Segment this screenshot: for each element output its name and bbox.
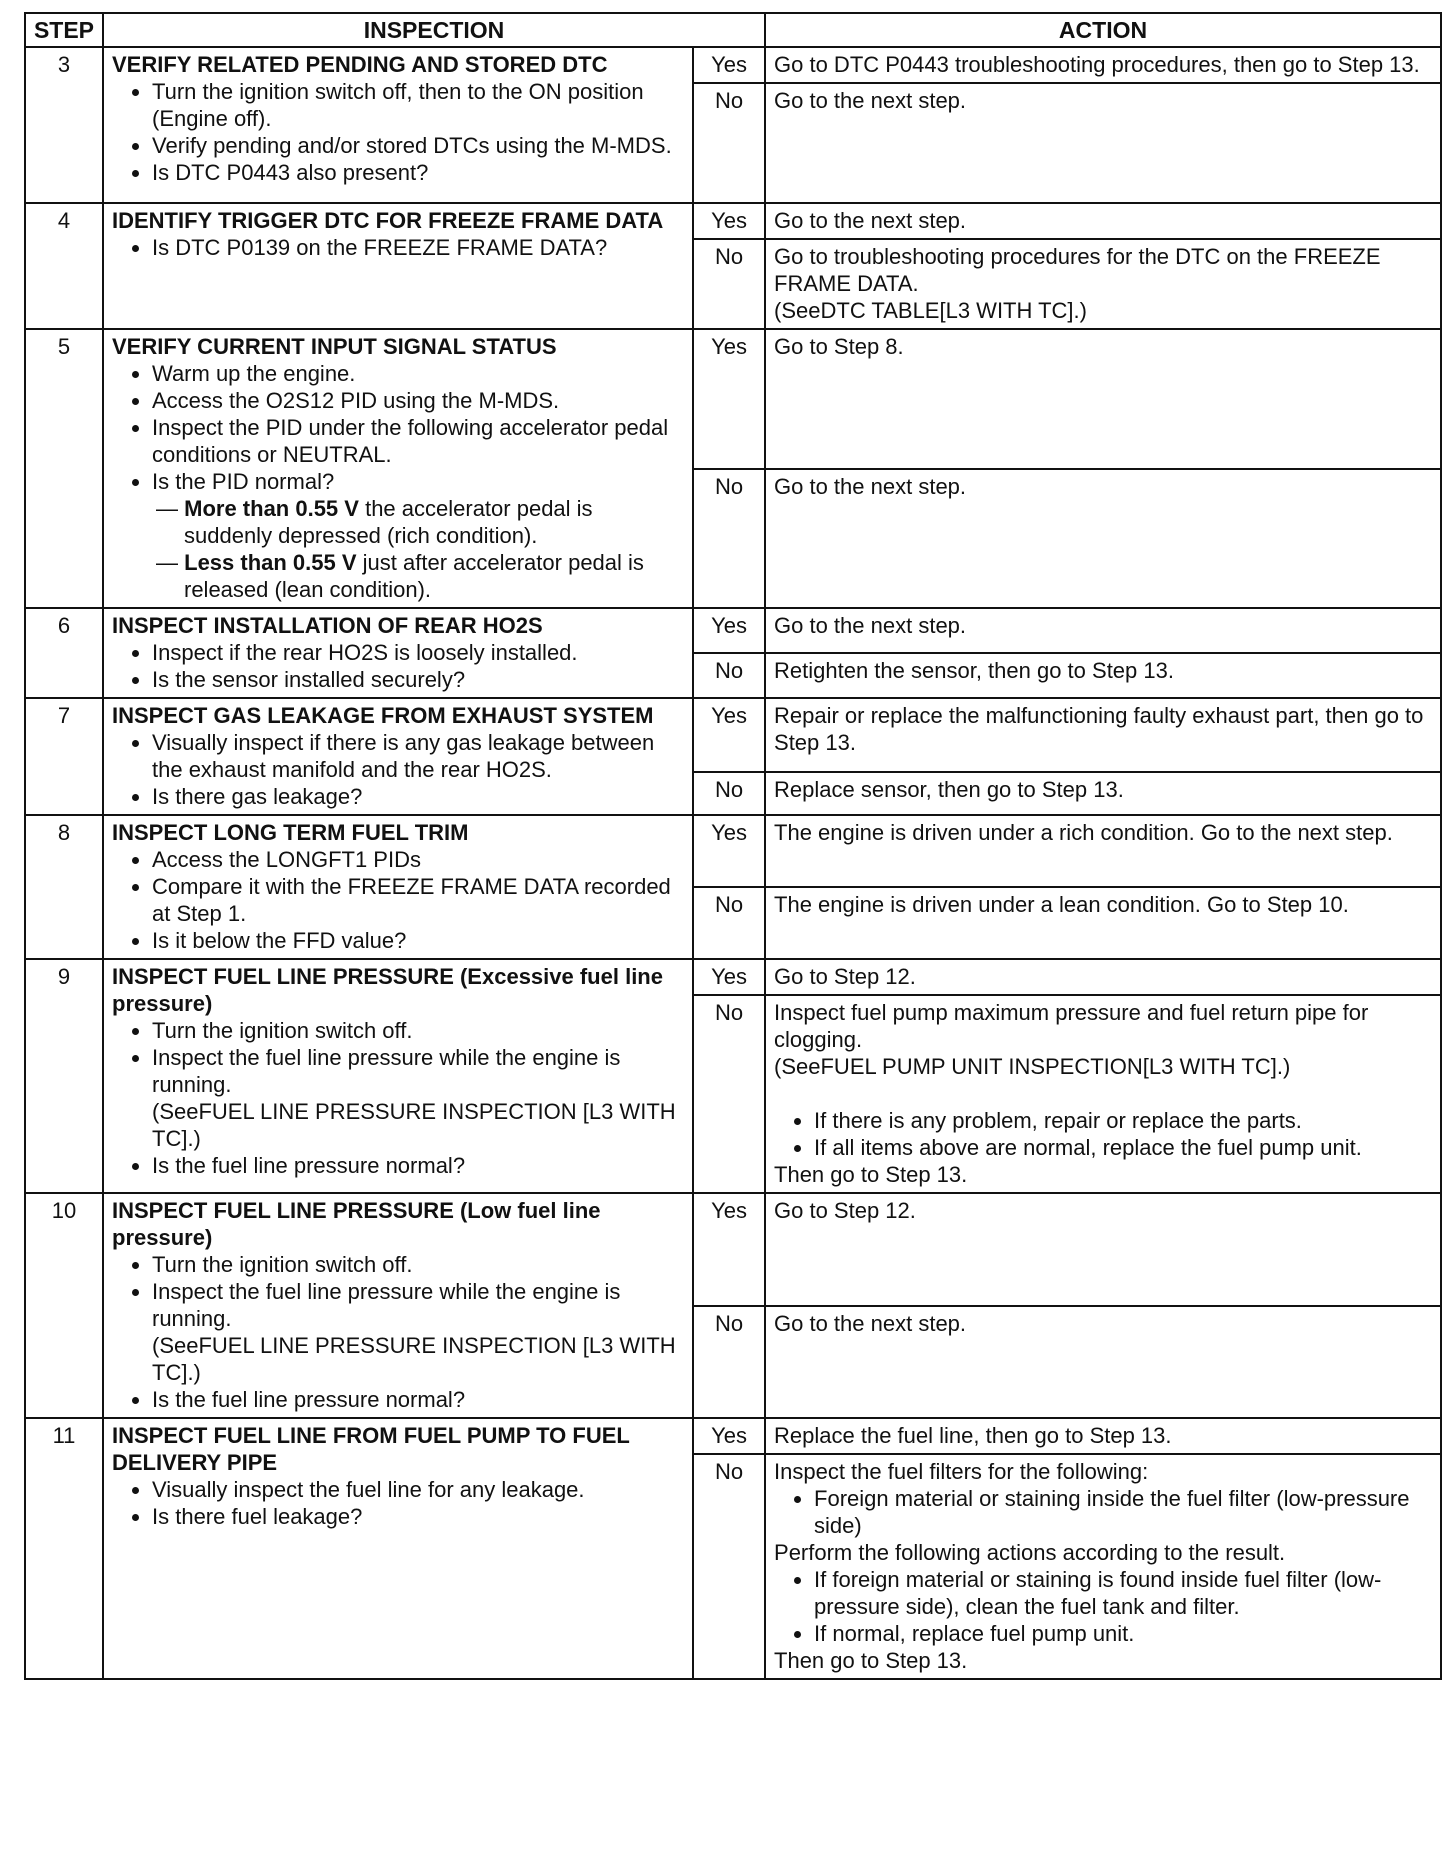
- list-item: • If normal, replace fuel pump unit.: [814, 1620, 1432, 1647]
- inspection-title: VERIFY RELATED PENDING AND STORED DTC: [112, 52, 608, 77]
- action-list: [774, 1107, 1432, 1161]
- inspection-list: [112, 1251, 684, 1413]
- no-label: No: [693, 1454, 765, 1679]
- no-action: The engine is driven under a lean condition. Go to Step 10.: [765, 887, 1441, 959]
- yes-label: Yes: [693, 815, 765, 887]
- inspection-title: INSPECT INSTALLATION OF REAR HO2S: [112, 613, 543, 638]
- step-number: 6: [25, 608, 103, 698]
- condition-text: the accelerator pedal is suddenly depressed (rich condition).: [184, 496, 593, 548]
- list-item: [152, 1044, 684, 1152]
- step-number: 3: [25, 47, 103, 203]
- yes-action: Go to DTC P0443 troubleshooting procedures, then go to Step 13.: [765, 47, 1441, 83]
- list-item: • If there is any problem, repair or replace the parts.: [814, 1107, 1432, 1134]
- no-label: No: [693, 83, 765, 203]
- yes-action: Repair or replace the malfunctioning faulty exhaust part, then go to Step 13.: [765, 698, 1441, 772]
- yes-action: Go to the next step.: [765, 203, 1441, 239]
- list-item: • Access the O2S12 PID using the M-MDS.: [152, 387, 684, 414]
- inspection-cell: [103, 1193, 693, 1418]
- action-text: Go to troubleshooting procedures for the DTC on the FREEZE FRAME DATA.: [774, 244, 1381, 296]
- list-item-text: Inspect the fuel line pressure while the engine is running.: [152, 1045, 621, 1097]
- yes-action: Go to Step 12.: [765, 959, 1441, 995]
- action-tail: Then go to Step 13.: [774, 1648, 968, 1673]
- condition-item: — Less than 0.55 V just after accelerator pedal is released (lean condition).: [156, 550, 644, 602]
- step-number: 4: [25, 203, 103, 329]
- no-label: No: [693, 1306, 765, 1419]
- list-item: • Is there fuel leakage?: [152, 1503, 684, 1530]
- action-tail: Then go to Step 13.: [774, 1162, 968, 1187]
- inspection-cell: [103, 47, 693, 203]
- no-action: Go to the next step.: [765, 469, 1441, 609]
- table-row: [25, 47, 1441, 83]
- no-label: No: [693, 772, 765, 815]
- table-row: [25, 1418, 1441, 1454]
- condition-item: — More than 0.55 V the accelerator pedal is suddenly depressed (rich condition).: [156, 496, 593, 548]
- header-inspection: INSPECTION: [103, 13, 765, 47]
- step-number: 10: [25, 1193, 103, 1418]
- header-row: [25, 13, 1441, 47]
- yes-label: Yes: [693, 698, 765, 772]
- list-item: • Visually inspect the fuel line for any leakage.: [152, 1476, 684, 1503]
- yes-action: Go to the next step.: [765, 608, 1441, 653]
- inspection-reference: (SeeFUEL LINE PRESSURE INSPECTION [L3 WITH TC].): [152, 1099, 676, 1151]
- action-list: [774, 1566, 1432, 1647]
- list-item: [152, 468, 684, 603]
- inspection-cell: [103, 329, 693, 608]
- list-item: • If all items above are normal, replace the fuel pump unit.: [814, 1134, 1432, 1161]
- inspection-cell: [103, 959, 693, 1193]
- list-item: • Is the fuel line pressure normal?: [152, 1386, 684, 1413]
- step-number: 5: [25, 329, 103, 608]
- list-item: • Turn the ignition switch off.: [152, 1251, 684, 1278]
- list-item: [152, 1278, 684, 1386]
- yes-action: The engine is driven under a rich condition. Go to the next step.: [765, 815, 1441, 887]
- yes-action: Go to Step 12.: [765, 1193, 1441, 1306]
- list-item: • Is the sensor installed securely?: [152, 666, 684, 693]
- yes-label: Yes: [693, 203, 765, 239]
- list-item: • Foreign material or staining inside the fuel filter (low-pressure side): [814, 1485, 1432, 1539]
- inspection-list: [112, 639, 684, 693]
- action-reference: (SeeDTC TABLE[L3 WITH TC].): [774, 298, 1087, 323]
- action-list: [774, 1485, 1432, 1539]
- header-step: STEP: [25, 13, 103, 47]
- inspection-cell: [103, 608, 693, 698]
- inspection-list: [112, 1017, 684, 1179]
- list-item: • Turn the ignition switch off.: [152, 1017, 684, 1044]
- no-action: Go to the next step.: [765, 1306, 1441, 1419]
- yes-label: Yes: [693, 959, 765, 995]
- table-row: [25, 959, 1441, 995]
- inspection-cell: [103, 203, 693, 329]
- no-label: No: [693, 887, 765, 959]
- inspection-title: IDENTIFY TRIGGER DTC FOR FREEZE FRAME DATA: [112, 208, 664, 233]
- list-item: • Is DTC P0139 on the FREEZE FRAME DATA?: [152, 234, 684, 261]
- yes-label: Yes: [693, 1418, 765, 1454]
- no-action: Replace sensor, then go to Step 13.: [765, 772, 1441, 815]
- no-action: [765, 995, 1441, 1193]
- no-label: No: [693, 995, 765, 1193]
- list-item: • Turn the ignition switch off, then to the ON position (Engine off).: [152, 78, 684, 132]
- action-reference: (SeeFUEL PUMP UNIT INSPECTION[L3 WITH TC].): [774, 1054, 1291, 1079]
- yes-label: Yes: [693, 329, 765, 469]
- step-number: 8: [25, 815, 103, 959]
- condition-value: More than 0.55 V: [184, 496, 359, 521]
- list-item: • Is it below the FFD value?: [152, 927, 684, 954]
- no-label: No: [693, 469, 765, 609]
- table-row: [25, 815, 1441, 887]
- inspection-title: INSPECT FUEL LINE PRESSURE (Low fuel line pressure): [112, 1198, 601, 1250]
- header-action: ACTION: [765, 13, 1441, 47]
- table-row: [25, 329, 1441, 469]
- inspection-title: INSPECT GAS LEAKAGE FROM EXHAUST SYSTEM: [112, 703, 654, 728]
- yes-action: Replace the fuel line, then go to Step 13.: [765, 1418, 1441, 1454]
- inspection-title: INSPECT FUEL LINE FROM FUEL PUMP TO FUEL DELIVERY PIPE: [112, 1423, 630, 1475]
- table-row: [25, 203, 1441, 239]
- list-item: • Visually inspect if there is any gas leakage between the exhaust manifold and the rear HO2S.: [152, 729, 684, 783]
- inspection-cell: [103, 1418, 693, 1679]
- no-action: [765, 239, 1441, 329]
- no-label: No: [693, 653, 765, 698]
- inspection-reference: (SeeFUEL LINE PRESSURE INSPECTION [L3 WITH TC].): [152, 1333, 676, 1385]
- list-item: • Inspect the PID under the following accelerator pedal conditions or NEUTRAL.: [152, 414, 684, 468]
- table-row: [25, 608, 1441, 653]
- inspection-list: [112, 360, 684, 603]
- inspection-list: [112, 234, 684, 261]
- inspection-cell: [103, 698, 693, 815]
- no-action: Retighten the sensor, then go to Step 13.: [765, 653, 1441, 698]
- yes-action: Go to Step 8.: [765, 329, 1441, 469]
- list-item-text: Inspect the fuel line pressure while the engine is running.: [152, 1279, 621, 1331]
- troubleshooting-table: [24, 12, 1442, 1680]
- no-action: Go to the next step.: [765, 83, 1441, 203]
- list-item: • Is there gas leakage?: [152, 783, 684, 810]
- list-item: • Inspect if the rear HO2S is loosely installed.: [152, 639, 684, 666]
- list-item: • Warm up the engine.: [152, 360, 684, 387]
- condition-text: just after accelerator pedal is released (lean condition).: [184, 550, 644, 602]
- inspection-list: [112, 1476, 684, 1530]
- step-number: 7: [25, 698, 103, 815]
- action-text: Inspect the fuel filters for the following:: [774, 1459, 1149, 1484]
- list-item-text: Is the PID normal?: [152, 469, 335, 494]
- yes-label: Yes: [693, 47, 765, 83]
- list-item: • If foreign material or staining is found inside fuel filter (low-pressure side), clean the fuel tank and filter.: [814, 1566, 1432, 1620]
- step-number: 11: [25, 1418, 103, 1679]
- inspection-title: VERIFY CURRENT INPUT SIGNAL STATUS: [112, 334, 557, 359]
- step-number: 9: [25, 959, 103, 1193]
- condition-value: Less than 0.55 V: [184, 550, 357, 575]
- spacer: [774, 1080, 1432, 1107]
- no-label: No: [693, 239, 765, 329]
- inspection-cell: [103, 815, 693, 959]
- inspection-list: [112, 846, 684, 954]
- inspection-list: [112, 729, 684, 810]
- action-text: Inspect fuel pump maximum pressure and fuel return pipe for clogging.: [774, 1000, 1369, 1052]
- list-item: • Is the fuel line pressure normal?: [152, 1152, 684, 1179]
- list-item: • Verify pending and/or stored DTCs using the M-MDS.: [152, 132, 684, 159]
- inspection-title: INSPECT LONG TERM FUEL TRIM: [112, 820, 469, 845]
- inspection-document: [24, 12, 1440, 1680]
- list-item: • Compare it with the FREEZE FRAME DATA recorded at Step 1.: [152, 873, 684, 927]
- inspection-list: [112, 78, 684, 186]
- inspection-title: INSPECT FUEL LINE PRESSURE (Excessive fuel line pressure): [112, 964, 663, 1016]
- table-row: [25, 698, 1441, 772]
- table-row: [25, 1193, 1441, 1306]
- action-text: Perform the following actions according to the result.: [774, 1540, 1286, 1565]
- no-action: [765, 1454, 1441, 1679]
- list-item: • Is DTC P0443 also present?: [152, 159, 684, 186]
- yes-label: Yes: [693, 608, 765, 653]
- yes-label: Yes: [693, 1193, 765, 1306]
- list-item: • Access the LONGFT1 PIDs: [152, 846, 684, 873]
